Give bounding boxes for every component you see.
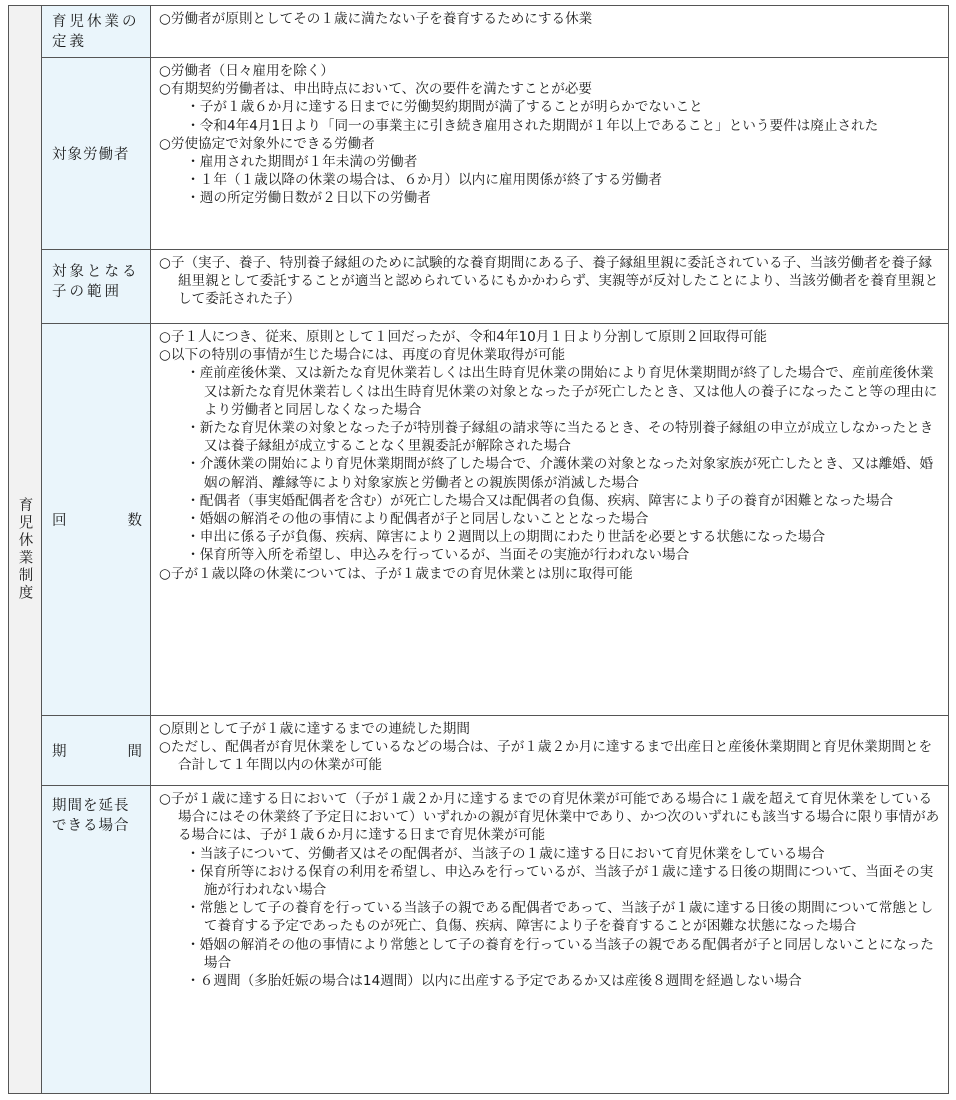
side-header-cell [9, 6, 42, 1094]
sub-bullet-item: ・介護休業の開始により育児休業期間が終了した場合で、介護休業の対象となった対象家族が死亡したとき、又は離婚、婚姻の解消、離縁等により対象家族と労働者との親族関係が消滅した場合 [186, 456, 934, 491]
sub-bullet-item: ・産前産後休業、又は新たな育児休業若しくは出生時育児休業の開始により育児休業期間が終了した場合で、産前産後休業又は新たな育児休業若しくは出生時育児休業の対象となった子が死亡したとき、又は他人の養子になったこと等の理由により労働者と同居しなくなった場合 [186, 365, 938, 418]
sub-bullet-item: ・子が１歳６か月に達する日までに労働契約期間が満了することが明らかでないこと [186, 99, 703, 116]
sub-bullet-item: ・常態として子の養育を行っている当該子の親である配偶者であって、当該子が１歳に達する日後の期間について常態として養育する予定であったものが死亡、負傷、疾病、障害により子を養育することが困難な状態になった場合 [186, 900, 934, 935]
sub-bullet-item: ・配偶者（事実婚配偶者を含む）が死亡した場合又は配偶者の負傷、疾病、障害により子の養育が困難となった場合 [186, 492, 894, 509]
label-cell-period [42, 716, 151, 786]
row-child-scope [9, 250, 949, 324]
sub-bullet-item: ・雇用された期間が１年未満の労働者 [186, 154, 418, 171]
label-char: 期 [52, 744, 67, 760]
label-cell-extension [42, 786, 151, 1094]
sub-bullet-item: ・１年（１歳以降の休業の場合は、６か月）以内に雇用関係が終了する労働者 [186, 172, 662, 189]
label-char: 回 [52, 513, 67, 529]
content-definition [151, 6, 949, 58]
bullet-item: ○ただし、配偶者が育児休業をしているなどの場合は、子が１歳２か月に達するまで出産日と産後休業期間と育児休業期間とを合計して１年間以内の休業が可能 [159, 739, 933, 774]
row-count [9, 324, 949, 716]
label-char: 間 [127, 744, 142, 760]
bullet-item: ○労働者（日々雇用を除く） [159, 63, 334, 79]
label-cell-target-workers [42, 58, 151, 250]
sub-bullet-item: ・令和4年4月1日より「同一の事業主に引き続き雇用された期間が１年以上であること」という要件は廃止された [186, 117, 879, 134]
label-cell-count [42, 324, 151, 716]
bullet-item: ○有期契約労働者は、申出時点において、次の要件を満たすことが必要 [159, 81, 592, 98]
bullet-item: ○子１人につき、従来、原則として１回だったが、令和4年10月１日より分割して原則２回取得可能 [159, 329, 767, 345]
childcare-leave-table [8, 5, 949, 1094]
row-target-workers [9, 58, 949, 250]
sub-bullet-item: ・当該子について、労働者又はその配偶者が、当該子の１歳に達する日において育児休業をしている場合 [186, 845, 825, 862]
bullet-item: ○労使協定で対象外にできる労働者 [159, 135, 375, 152]
side-label: 育児休業制度 [16, 497, 33, 602]
label-char: 数 [127, 513, 142, 529]
label-child-scope: 対象となる子の範囲 [52, 264, 140, 300]
sub-bullet-item: ・週の所定労働日数が２日以下の労働者 [186, 190, 431, 207]
sub-bullet-item: ・６週間（多胎妊娠の場合は14週間）以内に出産する予定であるか又は産後８週間を経過しない場合 [186, 973, 802, 990]
content-extension [151, 786, 949, 1094]
sub-bullet-item: ・婚姻の解消その他の事情により常態として子の養育を行っている当該子の親である配偶者が子と同居しないことになった場合 [186, 936, 934, 971]
sub-bullet-item: ・婚姻の解消その他の事情により配偶者が子と同居しないこととなった場合 [186, 511, 649, 528]
label-target-workers: 対象労働者 [52, 147, 130, 163]
row-period [9, 716, 949, 786]
content-count [151, 324, 949, 716]
bullet-item: ○子が１歳に達する日において（子が１歳２か月に達するまでの育児休業が可能である場合に１歳を超えて育児休業をしている場合にはその休業終了予定日において）いずれかの親が育児休業中であり、かつ次のいずれにも該当する場合に限り事情がある場合には、子が１歳６か月に達する日まで育児休業が可能 [159, 791, 940, 844]
label-count [42, 509, 150, 530]
bullet-item: ○労働者が原則としてその１歳に満たない子を養育するためにする休業 [159, 11, 593, 27]
content-period [151, 716, 949, 786]
content-child-scope [151, 250, 949, 324]
row-extension [9, 786, 949, 1094]
bullet-item: ○原則として子が１歳に達するまでの連続した期間 [159, 721, 470, 737]
sub-bullet-item: ・保育所等における保育の利用を希望し、申込みを行っているが、当該子が１歳に達する日後の期間について、当面その実施が行われない場合 [186, 863, 934, 899]
content-target-workers [151, 58, 949, 250]
label-cell-child-scope [42, 250, 151, 324]
bullet-item: ○子（実子、養子、特別養子縁組のために試験的な養育期間にある子、養子縁組里親に委託されている子、当該労働者を養子縁組里親として委託することが適当と認められているにもかかわらず、実親等が反対したことにより、当該労働者を養育里親として委託された子） [159, 255, 939, 308]
label-cell-definition [42, 6, 151, 58]
label-extension: 期間を延長できる場合 [52, 798, 130, 834]
sub-bullet-item: ・申出に係る子が負傷、疾病、障害により２週間以上の期間にわたり世話を必要とする状態になった場合 [186, 529, 826, 546]
bullet-item: ○子が１歳以降の休業については、子が１歳までの育児休業とは別に取得可能 [159, 565, 633, 582]
sub-bullet-item: ・新たな育児休業の対象となった子が特別養子縁組の請求等に当たるとき、その特別養子縁組の申立が成立しなかったとき又は養子縁組が成立することなく里親委託が解除された場合 [186, 420, 934, 455]
label-period [42, 740, 150, 761]
label-definition: 育児休業の定義 [52, 14, 140, 50]
sub-bullet-item: ・保育所等入所を希望し、申込みを行っているが、当面その実施が行われない場合 [186, 547, 690, 564]
bullet-item: ○以下の特別の事情が生じた場合には、再度の育児休業取得が可能 [159, 347, 566, 364]
row-definition [9, 6, 949, 58]
